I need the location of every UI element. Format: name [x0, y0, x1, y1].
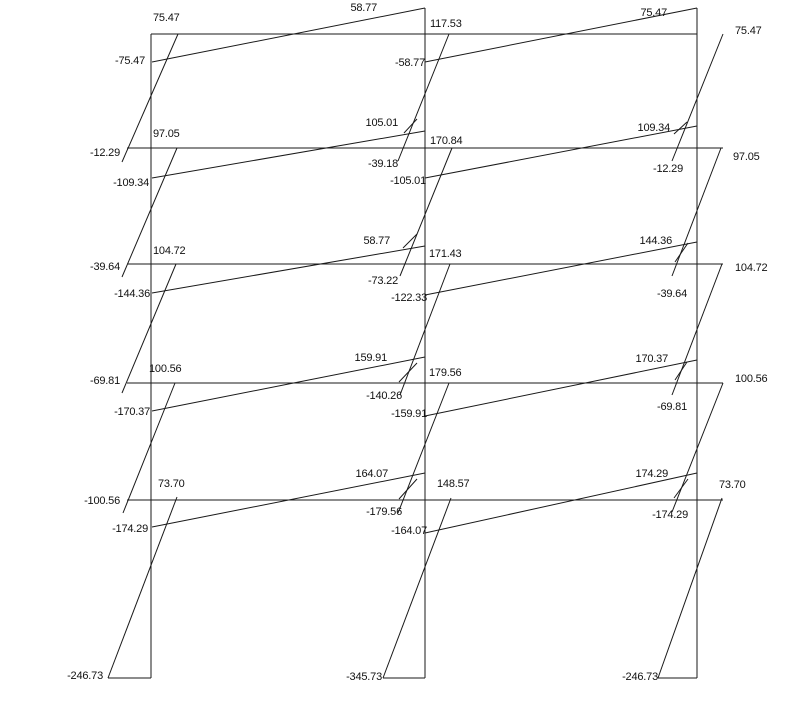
moment-value-label: -122.33: [391, 292, 427, 304]
moment-value-label: -75.47: [115, 55, 145, 67]
value-tick-mark: [399, 479, 417, 499]
moment-value-label: 100.56: [149, 363, 182, 375]
moment-value-label: 179.56: [429, 367, 462, 379]
moment-value-label: 171.43: [429, 248, 462, 260]
moment-value-label: -69.81: [657, 401, 687, 413]
moment-value-label: 73.70: [719, 479, 746, 491]
moment-value-label: 97.05: [733, 151, 760, 163]
moment-value-label: 109.34: [637, 122, 670, 134]
moment-value-label: -144.36: [114, 288, 150, 300]
moment-value-label: 75.47: [640, 7, 667, 19]
moment-value-label: -39.64: [657, 288, 687, 300]
moment-value-label: 75.47: [153, 12, 180, 24]
moment-value-label: -345.73: [346, 671, 382, 683]
moment-value-label: -12.29: [90, 147, 120, 159]
moment-value-label: -69.81: [90, 375, 120, 387]
moment-value-label: -174.29: [652, 509, 688, 521]
moment-value-label: -100.56: [84, 495, 120, 507]
moment-value-label: -12.29: [653, 163, 683, 175]
beam-moment-line: [152, 357, 425, 411]
moment-value-label: 170.37: [635, 353, 668, 365]
moment-value-label: 170.84: [430, 135, 463, 147]
moment-value-label: -179.56: [366, 506, 402, 518]
moment-value-label: 144.36: [639, 235, 672, 247]
moment-value-label: 148.57: [437, 478, 470, 490]
moment-value-label: -246.73: [67, 670, 103, 682]
value-tick-mark: [403, 234, 417, 248]
moment-value-label: 105.01: [365, 117, 398, 129]
moment-value-label: 104.72: [735, 262, 768, 274]
column-moment-line: [122, 148, 177, 277]
moment-value-label: 58.77: [363, 235, 390, 247]
moment-value-label: 104.72: [153, 245, 186, 257]
moment-value-label: 174.29: [635, 468, 668, 480]
beam-moment-line: [152, 8, 425, 62]
moment-value-label: -109.34: [113, 177, 149, 189]
moment-value-label: 164.07: [355, 468, 388, 480]
moment-value-label: -174.29: [112, 523, 148, 535]
beam-moment-line: [152, 131, 425, 178]
column-moment-line: [122, 34, 178, 162]
moment-value-label: -159.91: [391, 408, 427, 420]
value-tick-mark: [399, 363, 417, 382]
moment-value-label: -140.26: [366, 390, 402, 402]
column-moment-line: [398, 383, 449, 513]
value-tick-mark: [675, 362, 687, 380]
column-moment-line: [658, 498, 722, 678]
moment-value-label: -58.77: [395, 57, 425, 69]
moment-value-label: -39.18: [368, 158, 398, 170]
moment-value-label: -105.01: [390, 175, 426, 187]
moment-value-label: 97.05: [153, 128, 180, 140]
moment-value-label: 75.47: [735, 25, 762, 37]
moment-value-label: -246.73: [622, 671, 658, 683]
moment-value-label: 58.77: [350, 2, 377, 14]
column-moment-line: [123, 383, 175, 513]
moment-value-label: 117.53: [430, 18, 462, 30]
moment-value-label: 100.56: [735, 373, 768, 385]
moment-value-label: -73.22: [368, 275, 398, 287]
moment-value-label: -39.64: [90, 261, 120, 273]
moment-value-label: 159.91: [354, 352, 387, 364]
moment-value-label: 73.70: [158, 478, 185, 490]
value-tick-mark: [674, 479, 688, 498]
moment-value-label: -170.37: [114, 406, 150, 418]
moment-value-label: -164.07: [391, 525, 427, 537]
